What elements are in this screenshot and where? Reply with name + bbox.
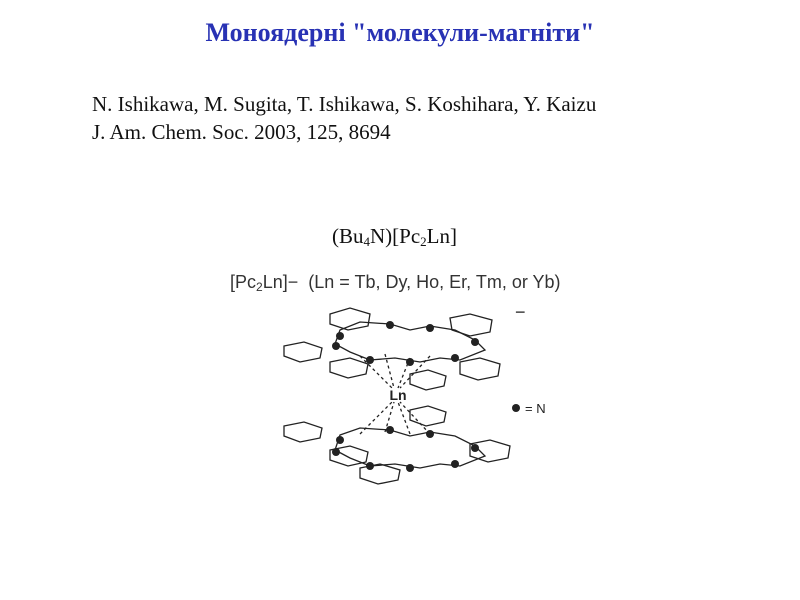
anion-part: Ln]− [262, 272, 299, 292]
formula-part: Ln] [426, 224, 457, 248]
metal-label: Ln [389, 387, 407, 403]
anion-part: [Pc [230, 272, 257, 292]
formula-subscript: 4 [363, 234, 370, 249]
formula-part: (Bu [332, 224, 364, 248]
charge-label: − [515, 302, 526, 322]
compound-formula [332, 224, 457, 250]
legend-dot [512, 404, 520, 412]
slide-title: Моноядерні "молекули-магніти" [205, 18, 595, 47]
double-decker-structure-diagram [270, 300, 570, 490]
reference-citation: J. Am. Chem. Soc. 2003, 125, 8694 [92, 120, 391, 144]
legend-label: = N [525, 401, 546, 416]
reference-authors: N. Ishikawa, M. Sugita, T. Ishikawa, S. Koshihara, Y. Kaizu [92, 92, 597, 116]
upper-pc-ring [284, 308, 500, 390]
formula-subscript: 2 [420, 234, 427, 249]
anion-subscript: 2 [256, 280, 263, 294]
formula-part: N)[Pc [370, 224, 421, 248]
anion-label [230, 272, 561, 294]
lanthanide-list: (Ln = Tb, Dy, Ho, Er, Tm, or Yb) [308, 272, 561, 292]
